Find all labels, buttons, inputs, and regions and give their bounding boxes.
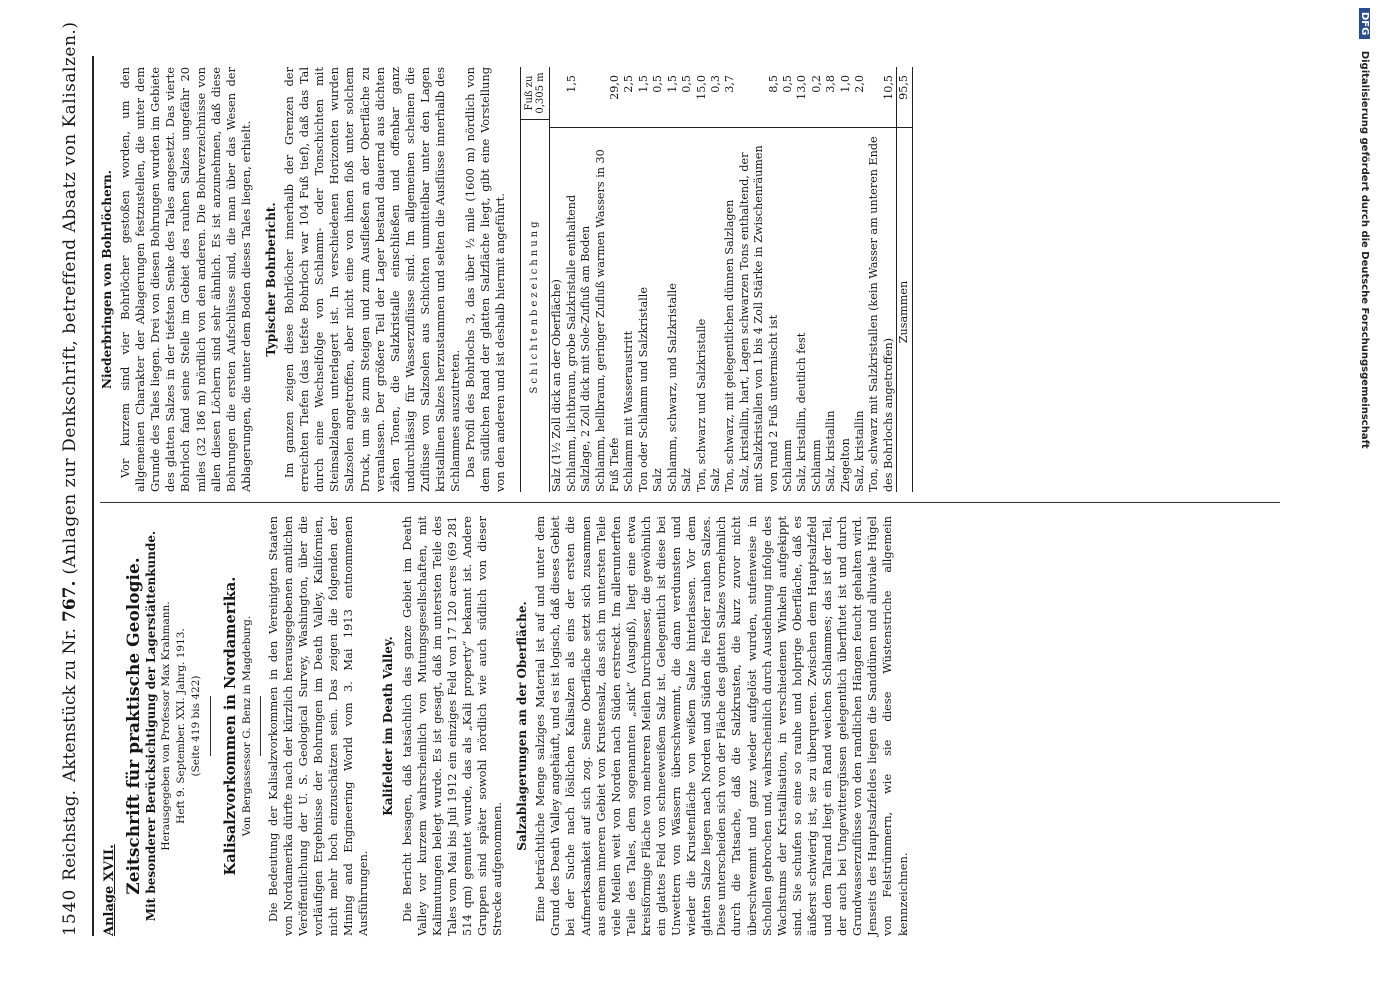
layer-thickness: 2,5 (622, 75, 636, 93)
table-row (738, 67, 781, 492)
table-row (867, 67, 896, 492)
layer-description: Salz (680, 127, 694, 492)
layer-thickness: 3,7 (723, 75, 737, 93)
table-row (824, 67, 838, 492)
paragraph: Die Bericht besagen, daß tatsächlich das ganze Gebiet im Death Valley vor kurzem wahrscheinlich von Mutungsgesellschaften, mit Kalimutungen belegt wurde. Es ist gesagt, daß im untersten Teile des Tales vom Mai bis Juli 1912 ein einziges Feld von 17 120 acres (69 281 514 qm) gemutet wurde, das als „Kali property“ bekannt ist. Andere Gruppen sind später sowohl nördlich wie auch südlich von dieser Strecke aufgenommen. (399, 516, 505, 936)
header-number: 767. (60, 580, 80, 622)
table-row (853, 67, 867, 492)
table-row (723, 67, 737, 492)
layer-description: Salz (1½ Zoll dick an der Oberfläche) (550, 127, 564, 492)
article-author: Von Bergassessor G. Benz in Magdeburg. (240, 615, 253, 837)
header-subject: (Anlagen zur Denkschrift, betreffend Absatz von Kalisalzen.) (60, 21, 80, 575)
layer-thickness: 3,8 (824, 75, 838, 93)
left-column (100, 516, 911, 936)
layer-thickness: 13,0 (795, 75, 809, 100)
layer-thickness: 1,5 (665, 75, 679, 93)
journal-issue: Heft 9. September. XXI. Jahrg. 1913. (175, 628, 188, 824)
layer-description: Salz, kristallin (824, 127, 838, 492)
layer-description: Salz, kristallin (853, 127, 867, 492)
journal-pages: (Seite 419 bis 422) (190, 675, 203, 777)
drill-profile-table (520, 67, 912, 492)
page-number: 1540 (60, 888, 80, 936)
layer-description: Salz, kristallin, hart, Lagen schwarzen Tons enthaltend, der mit Salzkristallen von 1 bis 4 Zoll Stärke in Zwischenräumen von rund 2 Fuß untermischt ist (738, 127, 781, 492)
page-header (60, 21, 90, 936)
layer-description: Salzlage, 2 Zoll dick mit Sole-Zufluß am Boden (579, 127, 593, 492)
paragraph: Das Profil des Bohrlochs 3, das über ½ mile (1600 m) nördlich von dem südlichen Rand der glatten Salzfläche liegt, gibt eine Vorstellung von den anderen und ist deshalb hiermit angeführt. (463, 67, 508, 492)
header-rule (92, 56, 94, 936)
table-row (579, 67, 593, 492)
layer-description: Schlamm, hellbraun, geringer Zufluß warmen Wassers in 30 Fuß Tiefe (594, 127, 623, 492)
layer-thickness: 0,5 (780, 75, 794, 93)
section-heading: Kalifelder im Death Valley. (381, 636, 396, 816)
table-row (709, 67, 723, 492)
table-header (521, 67, 550, 492)
layer-description: Ziegelton (839, 127, 853, 492)
table-total-row (896, 67, 911, 492)
layer-description: Schlamm, schwarz, und Salzkristalle (666, 127, 680, 492)
table-row (695, 67, 709, 492)
layer-thickness: 15,0 (694, 75, 708, 100)
layer-description: Salz (709, 127, 723, 492)
table-row (622, 67, 636, 492)
table-row (550, 67, 564, 492)
table-row (651, 67, 665, 492)
column-header-feet: Fuß zu 0,305 m (524, 72, 547, 114)
dfg-logo: DFG (1359, 8, 1370, 39)
layer-description: Ton, schwarz mit Salzkristallen (kein Wasser am unteren Ende des Bohrlochs angetroffen) (867, 127, 896, 492)
layer-description: Schlamm, lichtbraun, grobe Salzkristalle enthaltend (565, 127, 579, 492)
paragraph: Eine beträchtliche Menge salziges Material ist auf und unter dem Grund des Death Valley angehäuft, und es ist logisch, daß dieses Gebiet bei der Suche nach löslichen Kalisalzen als eins der ersten die Aufmerksamkeit auf sich zog. Seine Oberfläche setzt sich zusammen aus einem inneren Gebiet von Krustensalz, das sich im untersten Teile viele Meilen weit von Norden nach Süden erstreckt. Im allerunterften Teile des Tales, dem sogenannten „sink“ (Ausguß), liegt eine etwa kreisförmige Fläche von mehreren Meilen Durchmesser, die gewöhnlich ein glattes Feld von schneeweißem Salz ist. Gelegentlich ist diese bei Unwettern von Wässern überschwemmt, die dann verdunsten und wieder die Krustenfläche von weißem Salze hinterlassen. Vor dem glatten Salze liegen nach Norden und Süden die Felder rauhen Salzes. Diese unterscheiden sich von der Fläche des glatten Salzes vornehmlich durch die Tatsache, daß die Salzkrusten, die kurz zuvor nicht überschwemmt und ganz wieder aufgelöst wurden, stufenweise in Schollen gebrochen und, wahrscheinlich durch Ausdehnung infolge des Wachstums der Kristallisation, in verschiedenen Winkeln aufgekippt sind. Sie schufen so eine so rauhe und holprige Oberfläche, daß es äußerst schwierig ist, sie zu überqueren. Zwischen dem Hauptsalzfeld und dem Talrand liegt ein Rand weichen Schlammes; das ist der Teil, der auch bei Ungewittergüssen gelegentlich überflutet ist und durch Grundwasserzuflüsse von den randlichen Hängen feucht gehalten wird. Jenseits des Hauptsalzfeldes liegen die Sanddünen und alluviale Hügel von Felstrümmern, wie sie diese Wüstenstriche allgemein kennzeichnen. (533, 516, 910, 936)
table-row (666, 67, 680, 492)
divider (210, 696, 211, 756)
header-reichstag: Reichstag. (60, 789, 80, 881)
layer-thickness: 1,5 (564, 75, 578, 93)
column-header-layers: Schichtenbezeichnung (521, 119, 549, 492)
table-row (810, 67, 824, 492)
layer-description: Ton, schwarz, mit gelegentlichen dünnen Salzlagen (723, 127, 737, 492)
article-title: Kalisalzvorkommen in Nordamerika. (221, 576, 239, 876)
layer-thickness: 0,3 (708, 75, 722, 93)
layer-thickness: 10,5 (881, 75, 895, 100)
paragraph: Die Bedeutung der Kalisalzvorkommen in den Vereinigten Staaten von Nordamerika dürfte nach der kürzlich herausgegebenen amtlichen Veröffentlichung der U. S. Geological Survey, Washington, über die vorläufigen Ergebnisse der Bohrungen im Death Valley, Kalifornien, nicht mehr hoch einzuschätzen sein. Das zeigen die folgenden der Mining and Engineering World vom 3. Mai 1913 entnommenen Ausführungen. (265, 516, 371, 936)
layer-description: Salz, kristallin, deutlich fest (795, 127, 809, 492)
total-label: Zusammen (897, 127, 911, 492)
header-aktenstueck: Aktenstück zu Nr. (60, 627, 80, 782)
table-row (839, 67, 853, 492)
layer-description: Schlamm (810, 127, 824, 492)
anlage-label: Anlage XVII. (102, 844, 117, 936)
digitization-credit (1356, 8, 1370, 992)
journal-editor: Herausgegeben von Professor Max Krahmann. (160, 601, 173, 851)
table-row (565, 67, 579, 492)
table-row (680, 67, 694, 492)
rotated-page (60, 21, 1320, 936)
paragraph: Vor kurzem sind vier Bohrlöcher gestoßen worden, um den allgemeinen Charakter der Ablagerungen festzustellen, die unter dem Grunde des Tales liegen. Drei von diesen Bohrungen wurden im Gebiete des glatten Salzes in der tiefsten Senke des Tales angesetzt. Das vierte Bohrloch fand seine Stelle im Gebiet des rauhen Salzes ungefähr 20 miles (32 186 m) nördlich von den anderen. Die Bohrverzeichnisse von allen diesen Löchern sind sehr ähnlich. Es ist anzunehmen, daß diese Bohrungen die ersten Aufschlüsse sind, die man über das Wesen der Ablagerungen, die unter dem Boden dieses Tales liegen, erhielt. (118, 67, 253, 492)
credit-text: Digitalisierung gefördert durch die Deutsche Forschungsgemeinschaft (1359, 50, 1370, 449)
table-row (781, 67, 795, 492)
section-heading: Typischer Bohrbericht. (263, 202, 278, 357)
layer-description: Salz (651, 127, 665, 492)
layer-description: Ton, schwarz und Salzkristalle (695, 127, 709, 492)
layer-thickness: 0,5 (651, 75, 665, 93)
layer-thickness: 0,2 (809, 75, 823, 93)
table-body (550, 67, 896, 492)
section-heading: Niederbringen von Bohrlöchern. (100, 170, 114, 389)
layer-thickness: 29,0 (608, 75, 622, 100)
total-value: 95,5 (897, 75, 911, 100)
right-column (100, 67, 913, 492)
layer-thickness: 0,5 (680, 75, 694, 93)
layer-thickness: 2,0 (852, 75, 866, 93)
layer-thickness: 1,5 (636, 75, 650, 93)
journal-subtitle: Mit besonderer Berücksichtigung der Lagerstättenkunde. (144, 530, 159, 922)
paragraph: Im ganzen zeigen diese Bohrlöcher innerhalb der Grenzen der erreichten Tiefen (das tiefste Bohrloch war 104 Fuß tief), daß das Tal durch eine Wechselfolge von Schlamm- oder Tonschichten mit Steinsalzlagen unterlagert ist. In verschiedenen Horizonten wurden Salzsolen angetroffen, aber nicht eine von ihnen floß unter solchem Druck, um sie zum Steigen und zum Ausfließen an der Oberfläche zu veranlassen. Der größere Teil der Lager bestand dauernd aus dichten zähen Tonen, die Salzkristalle einschließen und offenbar ganz undurchlässig für Wasserzuflüsse sind. Im allgemeinen scheinen die Zuflüsse von Salzsolen aus Schichten unmittelbar unter den Lagen kristallinen Salzes herzustammen und selten die Ausflüsse innerhalb des Schlammes auszutreten. (282, 67, 463, 492)
layer-description: Schlamm mit Wasseraustritt (622, 127, 636, 492)
table-row (637, 67, 651, 492)
layer-description: Schlamm (781, 127, 795, 492)
table-row (594, 67, 623, 492)
layer-thickness: 8,5 (766, 75, 780, 93)
column-rule (100, 502, 1280, 503)
section-heading: Salzablagerungen an der Oberfläche. (515, 601, 530, 851)
layer-description: Ton oder Schlamm und Salzkristalle (637, 127, 651, 492)
divider (260, 696, 261, 756)
journal-title: Zeitschrift für praktische Geologie. (124, 557, 145, 895)
layer-thickness: 1,0 (838, 75, 852, 93)
table-row (795, 67, 809, 492)
